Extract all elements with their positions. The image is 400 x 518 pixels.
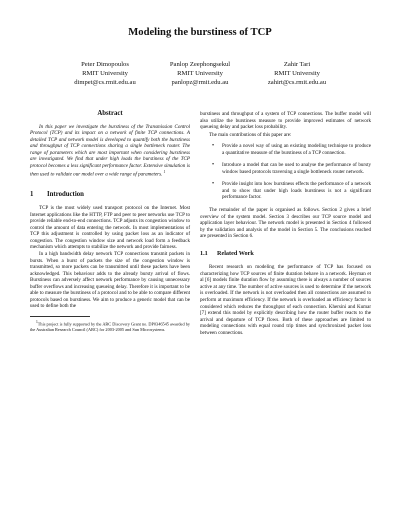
contributions-lead: The main contributions of this paper are: — [209, 131, 292, 138]
abstract-body: In this paper we investigate the burstiness of the Transmission Control Protocol (TCP) and its impact on a network of finite TCP connections. A detailed TCP and network model is developed to quantify both the burstiness and throughput of TCP connections sharing a single bottleneck router. The range of parameters which are most important when considering burstiness are investigated. We find that under high loads the burstiness of the TCP protocol becomes a less significant performance factor. Extensive simulation is then used to validate our model over a wide range of parameters. — [30, 123, 190, 179]
author-affiliation: RMIT University — [82, 70, 128, 77]
contributions-list — [200, 143, 371, 201]
related-work-paragraph: Recent research on modeling the performance of TCP has focused on characterizing how TCP sources of finite duration behave in a network. Heyman et al [6] models finite duration flow by assuming there is always a number of sources active at any time. The number of active sources is used to determine if the network is overloaded. If the network is not overloaded then all connections are assumed to perform at maximum efficiency. If the network is overloaded an efficiency factor is considered which reduces the throughput of each connection. Khersini and Kumar [7] extend this model by explicitly describing how the router buffer reacts to the arrival and departure of TCP flows. Both of these approaches are limited to modeling connections with equal round trip times and synchronized packet loss between connections. — [200, 264, 371, 336]
section-heading-introduction — [30, 192, 190, 199]
author-email: zahirt@cs.rmit.edu.au — [267, 79, 327, 86]
left-column — [30, 111, 190, 332]
author-3 — [232, 60, 362, 87]
abstract-heading: Abstract — [97, 110, 123, 117]
section-number: 1 — [30, 190, 34, 198]
author-email: panlopz@rmit.edu.au — [171, 79, 229, 86]
footnote-mark: 1 — [36, 319, 38, 324]
abstract-footnote-mark: 1 — [163, 170, 166, 175]
author-name: Panlop Zeephongsekul — [169, 61, 231, 68]
list-item: • Introduce a model that can be used to analyse the performance of bursty window based protocols traversing a single bottleneck router network. — [222, 162, 371, 175]
right-column — [200, 111, 371, 336]
intro-paragraph-2: In a high bandwidth delay network TCP connections transmit packets in bursts. When a burst of packets the size of the congestion window is transmitted, so more packets can be transmitted until these packets have been acknowledged. This behaviour adds to the already bursty arrival of flows. Burstiness can adversely affect network performance by causing unnecessary buffer overflows and increasing queueing delay. Therefore it is important to be able to measure the burstiness of a protocol and to be able to compare different protocols based on burstiness. We aim to produce a generic model that can be used to define both the — [30, 250, 190, 310]
subsection-number: 1.1 — [200, 249, 208, 257]
author-affiliation: RMIT University — [274, 70, 320, 77]
list-item: • Provide a novel way of using an existing modeling technique to produce a quantitative measure of the burstiness of a TCP connection. — [222, 143, 371, 156]
list-item: • Provide insight into how burstiness effects the performance of a network and to show that under high loads burstiness is not a significant performance factor. — [222, 181, 371, 201]
section-title: Introduction — [47, 190, 84, 198]
intro-paragraph-1: TCP is the most widely used transport protocol on the Internet. Most Internet applications like the HTTP, FTP and peer to peer networks use TCP to provide reliable end-to-end connections. TCP adjusts its congestion window to control the amount of data entering the network. In most implementations of TCP this adjustment is controlled by using packet loss as an indicator of congestion. The congestion window size and network load form a feedback mechanism which attempts to stabilize the network and provide fairness. — [30, 205, 190, 251]
subsection-heading-related-work — [200, 251, 371, 258]
intro-continuation: burstiness and throughput of a system of TCP connections. The buffer model will also utilize the burstiness measure to provide improved estimates of network queueing delay and packet loss probability. — [200, 111, 371, 131]
paper-title: Modeling the burstiness of TCP — [128, 27, 272, 38]
footnote-divider — [30, 316, 90, 317]
author-affiliation: RMIT University — [177, 70, 223, 77]
organisation-paragraph: The remainder of the paper is organised as follows. Section 2 gives a brief overview of the system model. Section 3 describes our TCP source model and application layer behaviour. The network model is presented in Section 4 followed by the validation and analysis of the model in Section 5. The conclusions reached are presented in Section 6. — [200, 207, 371, 240]
subsection-title: Related Work — [217, 249, 254, 257]
author-name: Zahir Tari — [283, 61, 311, 68]
author-name: Peter Dimopoulos — [81, 61, 129, 68]
footnote-text: This project is fully supported by the ARC Discovery Grant no. DP0346545 awarded by the Australian Research Council (ARC) for 2003-2005 and Sun Microsystems. — [30, 321, 190, 332]
author-email: dimpet@cs.rmit.edu.au — [74, 79, 136, 86]
footnote — [30, 320, 190, 332]
abstract-text — [30, 124, 190, 179]
